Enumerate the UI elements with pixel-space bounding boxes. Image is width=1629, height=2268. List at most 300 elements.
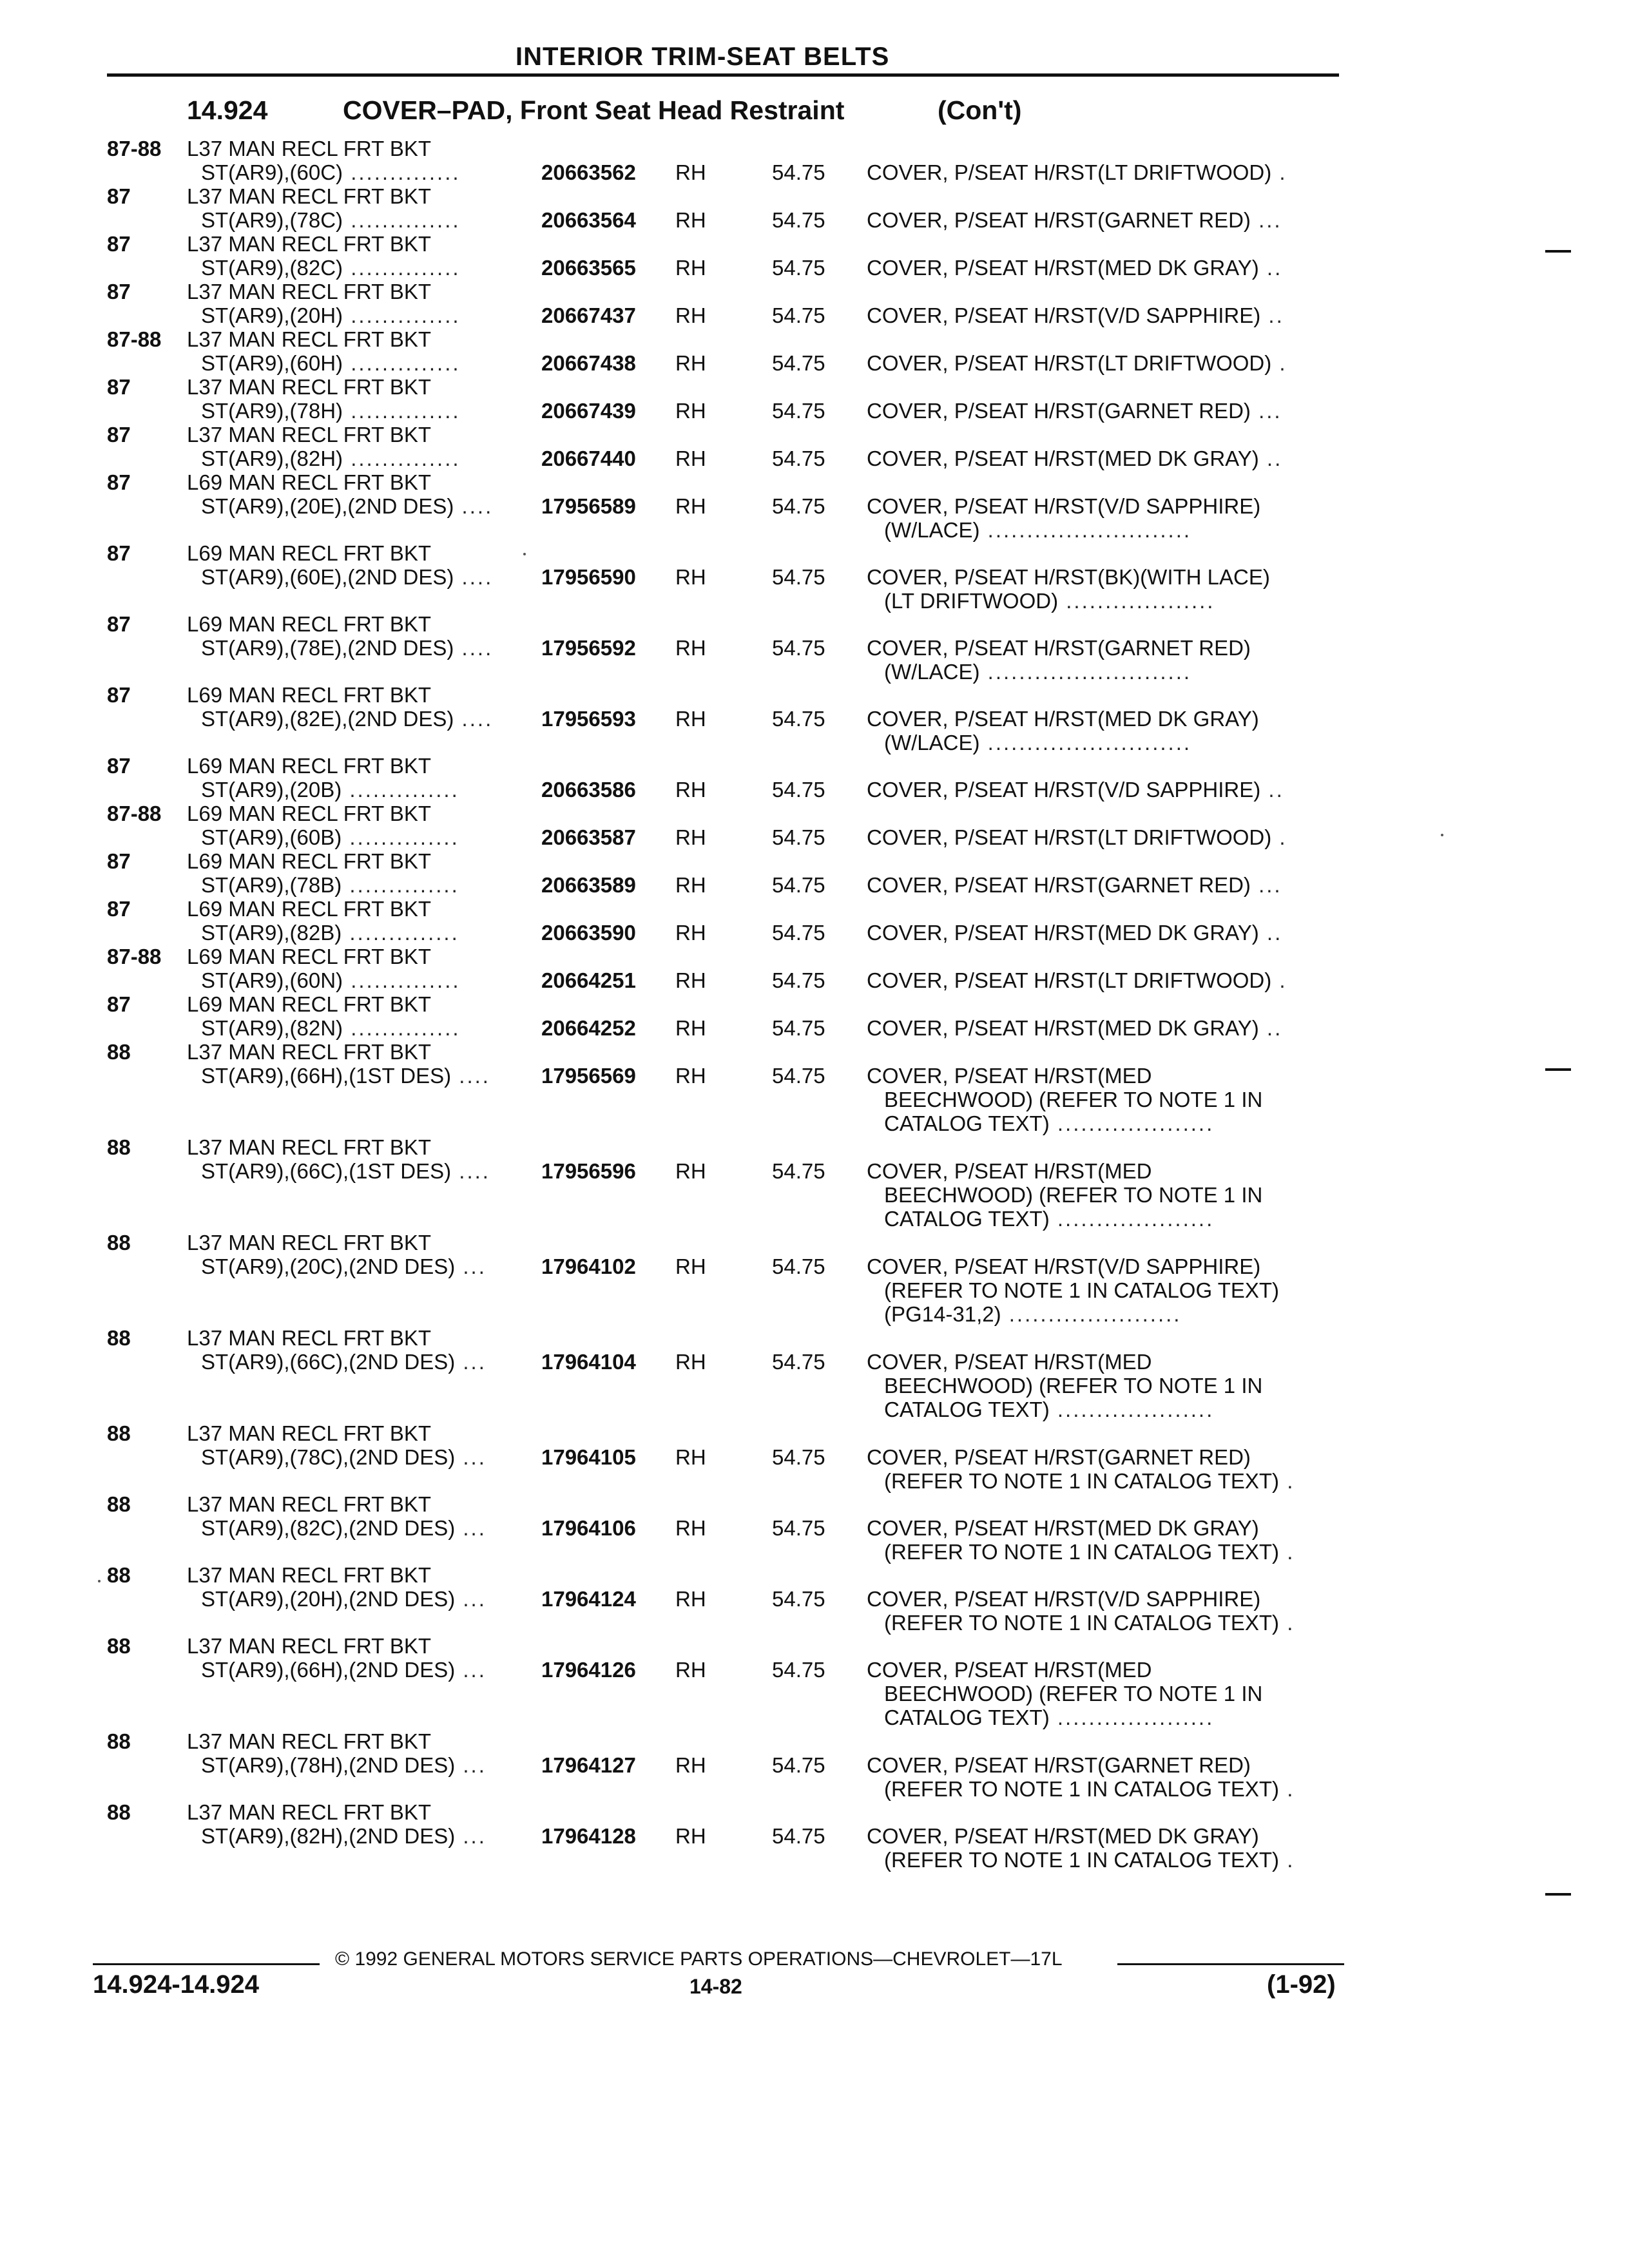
option-code-text: ST(AR9),(78C),(2ND DES)	[201, 1445, 456, 1469]
option-code	[201, 873, 459, 897]
model-description: L37 MAN RECL FRT BKT	[187, 1326, 432, 1350]
leader-dots: ....................	[1049, 1706, 1215, 1729]
side-indicator: RH	[675, 303, 706, 327]
part-number: 20663564	[541, 208, 636, 232]
unit-price: 54.75	[772, 636, 825, 660]
leader-dots: ..........................	[979, 660, 1192, 684]
leader-dots: ...	[1250, 873, 1282, 897]
leader-dots: ...	[455, 1516, 487, 1540]
model-description: L69 MAN RECL FRT BKT	[187, 802, 432, 825]
side-indicator: RH	[675, 1824, 706, 1848]
unit-price: 54.75	[772, 825, 825, 849]
unit-price: 54.75	[772, 303, 825, 327]
option-code-text: ST(AR9),(20H)	[201, 303, 343, 327]
part-description-text: COVER, P/SEAT H/RST(V/D SAPPHIRE)	[867, 494, 1261, 518]
model-description: L37 MAN RECL FRT BKT	[187, 280, 432, 303]
leader-dots: ...	[1250, 208, 1282, 232]
side-indicator: RH	[675, 1753, 706, 1777]
option-code	[201, 160, 461, 184]
part-description-text: COVER, P/SEAT H/RST(MED	[867, 1658, 1152, 1682]
section-number: 14.924	[187, 95, 268, 125]
part-description-text: COVER, P/SEAT H/RST(GARNET RED)	[867, 208, 1251, 232]
part-description-line	[867, 494, 1260, 518]
part-description-text: COVER, P/SEAT H/RST(MED DK GRAY)	[867, 1016, 1259, 1040]
leader-dots: ..............	[343, 399, 461, 423]
option-code	[201, 1254, 487, 1278]
part-description-line	[884, 1682, 1262, 1706]
leader-dots: ..	[1258, 447, 1283, 470]
unit-price: 54.75	[772, 921, 825, 945]
option-code-text: ST(AR9),(82H),(2ND DES)	[201, 1824, 456, 1848]
option-code-text: ST(AR9),(20H),(2ND DES)	[201, 1587, 456, 1611]
option-code-text: ST(AR9),(82N)	[201, 1016, 343, 1040]
model-year: 87	[107, 280, 131, 303]
option-code-text: ST(AR9),(60C)	[201, 160, 343, 184]
unit-price: 54.75	[772, 1254, 825, 1278]
option-code-text: ST(AR9),(78B)	[201, 873, 342, 897]
option-code	[201, 303, 461, 327]
part-description-line	[884, 1278, 1279, 1302]
leader-dots: ..........................	[979, 518, 1192, 542]
option-code-text: ST(AR9),(82C),(2ND DES)	[201, 1516, 456, 1540]
leader-dots: ....................	[1049, 1207, 1215, 1231]
part-description-line	[884, 1848, 1295, 1872]
model-description: L69 MAN RECL FRT BKT	[187, 897, 432, 921]
model-description: L37 MAN RECL FRT BKT	[187, 1231, 432, 1254]
leader-dots: ...	[455, 1254, 487, 1278]
side-indicator: RH	[675, 1516, 706, 1540]
part-description-line	[884, 1398, 1214, 1421]
leader-dots: ..............	[343, 968, 461, 992]
leader-dots: .	[1279, 1848, 1295, 1872]
part-description-line	[884, 731, 1191, 754]
unit-price: 54.75	[772, 399, 825, 423]
part-description-line	[867, 351, 1287, 375]
option-code-text: ST(AR9),(82B)	[201, 921, 342, 945]
part-description-line	[867, 256, 1282, 280]
model-year: 87	[107, 470, 131, 494]
part-number: 20663562	[541, 160, 636, 184]
scan-speck	[98, 1580, 101, 1582]
part-description-line	[884, 589, 1215, 613]
part-description-line	[884, 1111, 1214, 1135]
model-description: L37 MAN RECL FRT BKT	[187, 1800, 432, 1824]
model-year: 88	[107, 1135, 131, 1159]
part-description-line	[884, 1469, 1295, 1493]
part-number: 20667438	[541, 351, 636, 375]
model-year: 88	[107, 1040, 131, 1064]
model-year: 88	[107, 1634, 131, 1658]
part-number: 17964102	[541, 1254, 636, 1278]
unit-price: 54.75	[772, 565, 825, 589]
part-description-text: BEECHWOOD) (REFER TO NOTE 1 IN	[884, 1183, 1263, 1207]
part-description-text: (LT DRIFTWOOD)	[884, 589, 1059, 613]
part-number: 20663586	[541, 778, 636, 802]
option-code	[201, 447, 461, 470]
part-description-text: COVER, P/SEAT H/RST(LT DRIFTWOOD)	[867, 968, 1272, 992]
part-description-text: COVER, P/SEAT H/RST(MED DK GRAY)	[867, 256, 1259, 280]
leader-dots: ....................	[1049, 1111, 1215, 1135]
part-description-line	[867, 636, 1251, 660]
model-description: L69 MAN RECL FRT BKT	[187, 754, 432, 778]
leader-dots: ....	[454, 565, 494, 589]
option-code-text: ST(AR9),(60H)	[201, 351, 343, 375]
part-description-text: COVER, P/SEAT H/RST(GARNET RED)	[867, 636, 1251, 660]
part-description-text: (W/LACE)	[884, 660, 980, 684]
side-indicator: RH	[675, 565, 706, 589]
option-code	[201, 825, 459, 849]
part-description-line	[867, 399, 1282, 423]
model-year: 88	[107, 1563, 131, 1587]
side-indicator: RH	[675, 968, 706, 992]
side-indicator: RH	[675, 494, 706, 518]
model-description: L37 MAN RECL FRT BKT	[187, 184, 432, 208]
side-indicator: RH	[675, 1350, 706, 1374]
part-description-text: COVER, P/SEAT H/RST(V/D SAPPHIRE)	[867, 303, 1261, 327]
side-indicator: RH	[675, 160, 706, 184]
leader-dots: ....	[451, 1159, 490, 1183]
model-year: 87	[107, 232, 131, 256]
part-number: 17964126	[541, 1658, 636, 1682]
part-number: 20667439	[541, 399, 636, 423]
part-description-text: COVER, P/SEAT H/RST(V/D SAPPHIRE)	[867, 1254, 1261, 1278]
part-description-line	[884, 1777, 1295, 1801]
model-year: 87	[107, 897, 131, 921]
part-description-line	[867, 1824, 1259, 1848]
unit-price: 54.75	[772, 1445, 825, 1469]
part-description-text: COVER, P/SEAT H/RST(BK)(WITH LACE)	[867, 565, 1270, 589]
option-code	[201, 778, 459, 802]
model-year: 87	[107, 541, 131, 565]
option-code	[201, 399, 461, 423]
part-number: 17964128	[541, 1824, 636, 1848]
model-year: 88	[107, 1231, 131, 1254]
part-description-text: COVER, P/SEAT H/RST(GARNET RED)	[867, 399, 1251, 423]
part-description-text: COVER, P/SEAT H/RST(MED DK GRAY)	[867, 1824, 1259, 1848]
option-code	[201, 1587, 487, 1611]
part-number: 17956596	[541, 1159, 636, 1183]
leader-dots: ....	[454, 636, 494, 660]
part-description-line	[867, 968, 1287, 992]
footer-edition: (1-92)	[1267, 1970, 1336, 1999]
footer-rule-left	[93, 1963, 320, 1965]
model-year: 87	[107, 184, 131, 208]
unit-price: 54.75	[772, 1516, 825, 1540]
part-description-text: (REFER TO NOTE 1 IN CATALOG TEXT)	[884, 1469, 1280, 1493]
leader-dots: ..............	[343, 160, 461, 184]
part-number: 17964106	[541, 1516, 636, 1540]
option-code-text: ST(AR9),(82C)	[201, 256, 343, 280]
unit-price: 54.75	[772, 208, 825, 232]
part-number: 17956590	[541, 565, 636, 589]
model-description: L69 MAN RECL FRT BKT	[187, 541, 432, 565]
leader-dots: ..........................	[979, 731, 1192, 754]
part-description-text: COVER, P/SEAT H/RST(MED	[867, 1159, 1152, 1183]
side-indicator: RH	[675, 873, 706, 897]
scan-speck	[523, 553, 526, 555]
model-year: 87	[107, 612, 131, 636]
part-description-text: BEECHWOOD) (REFER TO NOTE 1 IN	[884, 1682, 1263, 1706]
part-description-line	[884, 1088, 1262, 1111]
part-description-text: COVER, P/SEAT H/RST(LT DRIFTWOOD)	[867, 160, 1272, 184]
part-number: 20664251	[541, 968, 636, 992]
unit-price: 54.75	[772, 447, 825, 470]
part-description-text: (REFER TO NOTE 1 IN CATALOG TEXT)	[884, 1777, 1280, 1801]
part-description-line	[867, 825, 1287, 849]
option-code-text: ST(AR9),(20C),(2ND DES)	[201, 1254, 456, 1278]
section-name: COVER–PAD, Front Seat Head Restraint	[343, 95, 845, 125]
section-continued: (Con't)	[938, 95, 1022, 125]
leader-dots: ...	[455, 1658, 487, 1682]
option-code	[201, 208, 461, 232]
leader-dots: .	[1279, 1777, 1295, 1801]
part-description-line	[884, 518, 1191, 542]
page-title: INTERIOR TRIM-SEAT BELTS	[516, 43, 890, 71]
unit-price: 54.75	[772, 778, 825, 802]
side-indicator: RH	[675, 351, 706, 375]
part-number: 20667437	[541, 303, 636, 327]
part-description-line	[867, 1445, 1251, 1469]
side-indicator: RH	[675, 208, 706, 232]
part-description-text: (W/LACE)	[884, 731, 980, 754]
option-code-text: ST(AR9),(66H),(1ST DES)	[201, 1064, 452, 1088]
part-description-line	[867, 447, 1282, 470]
part-description-line	[884, 1207, 1214, 1231]
model-year: 87	[107, 849, 131, 873]
part-description-line	[884, 1183, 1262, 1207]
model-year: 87	[107, 754, 131, 778]
part-description-line	[867, 1753, 1251, 1777]
leader-dots: ..............	[343, 447, 461, 470]
side-indicator: RH	[675, 1254, 706, 1278]
part-description-line	[867, 1516, 1259, 1540]
leader-dots: ..............	[342, 825, 459, 849]
part-description-text: CATALOG TEXT)	[884, 1207, 1050, 1231]
unit-price: 54.75	[772, 1753, 825, 1777]
option-code	[201, 565, 493, 589]
option-code	[201, 707, 493, 731]
option-code	[201, 351, 461, 375]
part-description-line	[884, 660, 1191, 684]
model-year: 88	[107, 1421, 131, 1445]
side-indicator: RH	[675, 636, 706, 660]
leader-dots: ....	[451, 1064, 490, 1088]
option-code	[201, 1016, 461, 1040]
option-code-text: ST(AR9),(60E),(2ND DES)	[201, 565, 454, 589]
leader-dots: ..	[1258, 1016, 1283, 1040]
unit-price: 54.75	[772, 1159, 825, 1183]
part-description-text: CATALOG TEXT)	[884, 1398, 1050, 1421]
unit-price: 54.75	[772, 1824, 825, 1848]
part-description-text: COVER, P/SEAT H/RST(MED DK GRAY)	[867, 447, 1259, 470]
part-number: 20663590	[541, 921, 636, 945]
part-number: 20663589	[541, 873, 636, 897]
leader-dots: ....	[454, 494, 494, 518]
leader-dots: ...	[455, 1824, 487, 1848]
unit-price: 54.75	[772, 1064, 825, 1088]
part-number: 17956589	[541, 494, 636, 518]
model-year: 88	[107, 1729, 131, 1753]
part-description-text: COVER, P/SEAT H/RST(MED	[867, 1350, 1152, 1374]
model-year: 88	[107, 1800, 131, 1824]
model-year: 87	[107, 375, 131, 399]
unit-price: 54.75	[772, 1350, 825, 1374]
model-description: L37 MAN RECL FRT BKT	[187, 1421, 432, 1445]
part-description-text: BEECHWOOD) (REFER TO NOTE 1 IN	[884, 1088, 1263, 1111]
model-year: 87-88	[107, 802, 162, 825]
part-description-text: CATALOG TEXT)	[884, 1111, 1050, 1135]
model-description: L37 MAN RECL FRT BKT	[187, 375, 432, 399]
leader-dots: .	[1279, 1469, 1295, 1493]
part-number: 17964127	[541, 1753, 636, 1777]
model-year: 88	[107, 1492, 131, 1516]
margin-tick-mark	[1545, 1068, 1571, 1071]
model-description: L69 MAN RECL FRT BKT	[187, 612, 432, 636]
option-code	[201, 1159, 490, 1183]
side-indicator: RH	[675, 1445, 706, 1469]
part-description-text: (W/LACE)	[884, 518, 980, 542]
leader-dots: ..	[1258, 256, 1283, 280]
model-description: L37 MAN RECL FRT BKT	[187, 1729, 432, 1753]
model-description: L69 MAN RECL FRT BKT	[187, 470, 432, 494]
leader-dots: .	[1279, 1611, 1295, 1635]
leader-dots: ..	[1258, 921, 1283, 945]
leader-dots: ...	[455, 1587, 487, 1611]
unit-price: 54.75	[772, 873, 825, 897]
part-description-text: COVER, P/SEAT H/RST(GARNET RED)	[867, 1445, 1251, 1469]
model-description: L37 MAN RECL FRT BKT	[187, 137, 432, 160]
model-description: L37 MAN RECL FRT BKT	[187, 423, 432, 447]
part-description-text: (REFER TO NOTE 1 IN CATALOG TEXT)	[884, 1278, 1280, 1302]
leader-dots: .	[1279, 1540, 1295, 1564]
part-description-line	[867, 565, 1270, 589]
leader-dots: ..	[1260, 303, 1284, 327]
option-code-text: ST(AR9),(78H),(2ND DES)	[201, 1753, 456, 1777]
leader-dots: ..	[1260, 778, 1284, 802]
option-code	[201, 256, 461, 280]
unit-price: 54.75	[772, 1587, 825, 1611]
part-description-line	[867, 1658, 1152, 1682]
part-description-text: (PG14-31,2)	[884, 1302, 1001, 1326]
option-code	[201, 1753, 487, 1777]
part-number: 20663565	[541, 256, 636, 280]
model-description: L37 MAN RECL FRT BKT	[187, 1135, 432, 1159]
part-description-line	[867, 1587, 1260, 1611]
part-number: 17964105	[541, 1445, 636, 1469]
footer-copyright: © 1992 GENERAL MOTORS SERVICE PARTS OPERATIONS—CHEVROLET—17L	[335, 1948, 1063, 1970]
leader-dots: ..............	[342, 778, 459, 802]
leader-dots: ....................	[1049, 1398, 1215, 1421]
part-description-line	[867, 921, 1282, 945]
side-indicator: RH	[675, 707, 706, 731]
part-description-text: (REFER TO NOTE 1 IN CATALOG TEXT)	[884, 1848, 1280, 1872]
leader-dots: ..............	[342, 873, 459, 897]
part-description-line	[867, 1064, 1152, 1088]
unit-price: 54.75	[772, 1658, 825, 1682]
leader-dots: ......................	[1001, 1302, 1182, 1326]
part-description-line	[867, 1016, 1282, 1040]
option-code	[201, 968, 461, 992]
part-description-text: COVER, P/SEAT H/RST(MED DK GRAY)	[867, 921, 1259, 945]
part-description-text: (REFER TO NOTE 1 IN CATALOG TEXT)	[884, 1540, 1280, 1564]
part-number: 17956569	[541, 1064, 636, 1088]
leader-dots: ..............	[343, 351, 461, 375]
model-description: L37 MAN RECL FRT BKT	[187, 1563, 432, 1587]
option-code-text: ST(AR9),(20E),(2ND DES)	[201, 494, 454, 518]
leader-dots: ..............	[343, 303, 461, 327]
option-code-text: ST(AR9),(66H),(2ND DES)	[201, 1658, 456, 1682]
option-code	[201, 1824, 487, 1848]
unit-price: 54.75	[772, 351, 825, 375]
option-code-text: ST(AR9),(20B)	[201, 778, 342, 802]
part-number: 17956592	[541, 636, 636, 660]
model-description: L69 MAN RECL FRT BKT	[187, 683, 432, 707]
model-description: L37 MAN RECL FRT BKT	[187, 232, 432, 256]
side-indicator: RH	[675, 1064, 706, 1088]
model-description: L69 MAN RECL FRT BKT	[187, 992, 432, 1016]
leader-dots: ..............	[343, 1016, 461, 1040]
side-indicator: RH	[675, 1658, 706, 1682]
model-year: 87	[107, 683, 131, 707]
option-code-text: ST(AR9),(78C)	[201, 208, 343, 232]
part-number: 17964104	[541, 1350, 636, 1374]
option-code-text: ST(AR9),(82E),(2ND DES)	[201, 707, 454, 731]
model-description: L37 MAN RECL FRT BKT	[187, 1492, 432, 1516]
leader-dots: ...	[455, 1445, 487, 1469]
option-code	[201, 921, 459, 945]
side-indicator: RH	[675, 1159, 706, 1183]
part-description-text: COVER, P/SEAT H/RST(MED DK GRAY)	[867, 1516, 1259, 1540]
part-description-text: COVER, P/SEAT H/RST(V/D SAPPHIRE)	[867, 778, 1261, 802]
side-indicator: RH	[675, 825, 706, 849]
side-indicator: RH	[675, 1016, 706, 1040]
model-year: 87	[107, 992, 131, 1016]
side-indicator: RH	[675, 447, 706, 470]
option-code	[201, 1658, 487, 1682]
model-description: L37 MAN RECL FRT BKT	[187, 327, 432, 351]
part-description-line	[867, 1159, 1152, 1183]
side-indicator: RH	[675, 778, 706, 802]
part-description-line	[884, 1540, 1295, 1564]
part-description-text: COVER, P/SEAT H/RST(MED	[867, 1064, 1152, 1088]
leader-dots: ...	[455, 1350, 487, 1374]
leader-dots: .	[1271, 160, 1287, 184]
unit-price: 54.75	[772, 707, 825, 731]
option-code-text: ST(AR9),(60N)	[201, 968, 343, 992]
footer-rule-right	[1117, 1963, 1344, 1965]
model-year: 87-88	[107, 945, 162, 968]
part-number: 20664252	[541, 1016, 636, 1040]
part-description-line	[867, 707, 1259, 731]
part-description-line	[867, 160, 1287, 184]
model-year: 87-88	[107, 327, 162, 351]
side-indicator: RH	[675, 256, 706, 280]
side-indicator: RH	[675, 399, 706, 423]
part-number: 17964124	[541, 1587, 636, 1611]
part-description-text: COVER, P/SEAT H/RST(GARNET RED)	[867, 873, 1251, 897]
leader-dots: ...	[1250, 399, 1282, 423]
part-description-line	[867, 873, 1282, 897]
part-description-line	[867, 208, 1282, 232]
margin-tick-mark	[1545, 1893, 1571, 1896]
option-code-text: ST(AR9),(82H)	[201, 447, 343, 470]
leader-dots: ..............	[343, 208, 461, 232]
option-code-text: ST(AR9),(66C),(1ST DES)	[201, 1159, 452, 1183]
footer-section-range: 14.924-14.924	[93, 1970, 260, 1999]
part-number: 20663587	[541, 825, 636, 849]
part-description-line	[884, 1374, 1262, 1398]
model-year: 88	[107, 1326, 131, 1350]
